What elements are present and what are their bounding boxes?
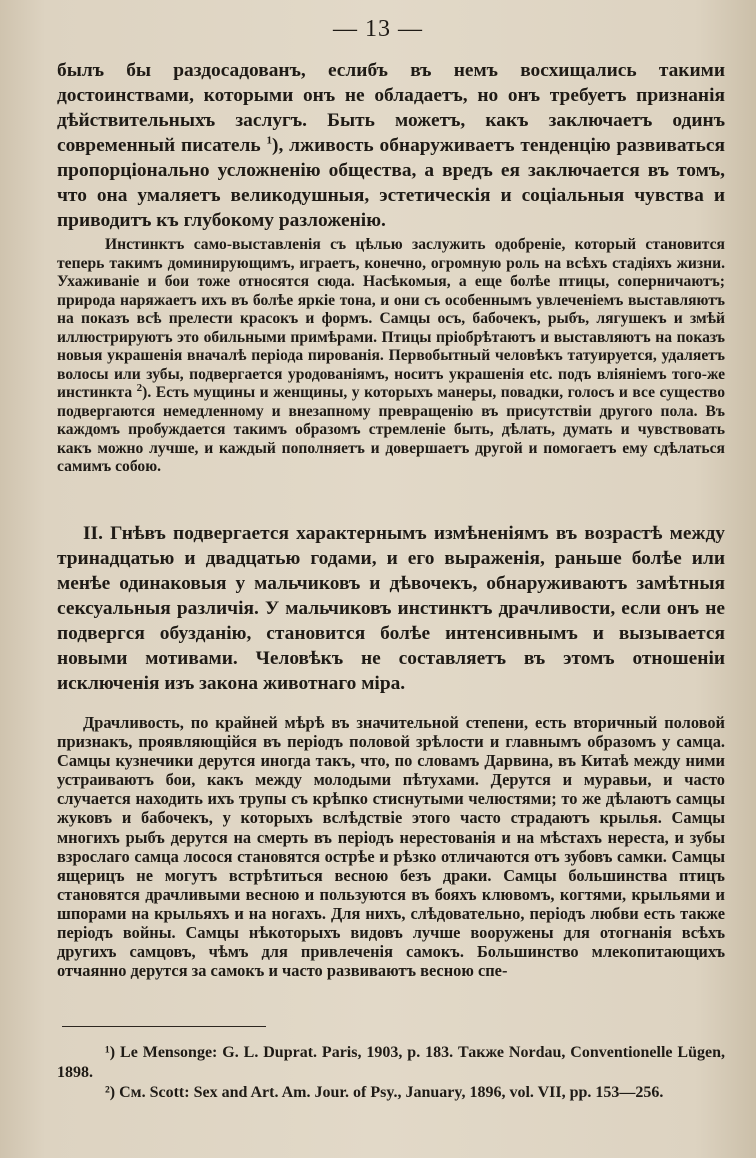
page-number: — 13 — — [333, 16, 423, 42]
paragraph-continuation — [57, 58, 725, 233]
paragraph-small-print — [57, 713, 725, 980]
section-number: II. — [83, 523, 103, 544]
paragraph-text: Инстинктъ само-выставленія съ цѣлью заслужить одобреніе, который становится теперь такимъ доминирующимъ, играетъ, конечно, огромную роль на всѣхъ стадіяхъ жизни. Ухаживаніе и бои тоже относятся сюда. Насѣкомыя, а еще болѣе птицы, соперничаютъ; природа наряжаетъ ихъ въ болѣе яркіе тона, и они съ особеннымъ увлеченіемъ выставляютъ на показъ всѣ прелести красокъ и формъ. Самцы осъ, бабочекъ, рыбъ, лягушекъ и змѣй иллюстрируютъ это обильными примѣрами. Птицы пріобрѣтаютъ и выставляютъ на показъ новыя украшенія вначалѣ періода пированія. Первобытный человѣкъ татуируется, удаляетъ волосы или зубы, подвергается уродованіямъ, носитъ украшенія etc. подъ вліяніемъ того-же инстинкта — [57, 236, 725, 401]
footnote-1: ¹) Le Mensonge: G. L. Duprat. Paris, 1903, p. 183. Также Nordau, Conventionelle Lügen, 1898. — [57, 1044, 725, 1081]
section-paragraph — [57, 521, 725, 696]
footnote-2: ²) См. Scott: Sex and Art. Am. Jour. of Psy., January, 1896, vol. VII, pp. 153—256. — [105, 1084, 664, 1101]
paragraph-text: былъ бы раздосадованъ, еслибъ въ немъ восхищались такими достоинствами, которыми онъ не обладаетъ, но онъ требуетъ признанія дѣйствительныхъ заслугъ. Быть можетъ, какъ заключаетъ одинъ современный писатель — [57, 60, 725, 156]
paragraph-text: Гнѣвъ подвергается характернымъ измѣненіямъ въ возрастѣ между тринадцатью и двадцатью годами, и его выраженія, раньше болѣе или менѣе одинаковыя у мальчиковъ и дѣвочекъ, обнаруживаютъ замѣтныя сексуальныя различія. У мальчиковъ инстинктъ драчливости, если онъ не подвергся обузданію, становится болѣе интенсивнымъ и вызывается новыми мотивами. Человѣкъ не составляетъ въ этомъ отношеніи исключенія изъ закона животнаго міра. — [57, 523, 725, 694]
footnote-divider — [62, 1026, 266, 1027]
footnotes — [57, 1043, 725, 1103]
footnote-ref-1: 1 — [266, 134, 272, 147]
footnote-ref-2: 2 — [136, 381, 143, 394]
paragraph-small-print — [57, 236, 725, 477]
paragraph-text-tail: ), лживость обнаруживаетъ тенденцію развиваться пропорціонально усложненію общества, а вредъ ея заключается въ томъ, что она умаляетъ великодушныя, эстетическія и соціальныя чувства и приводитъ къ глубокому разложенію. — [57, 135, 725, 231]
paragraph-text: Драчливость, по крайней мѣрѣ въ значительной степени, есть вторичный половой признакъ, проявляющійся въ періодъ половой зрѣлости и главнымъ образомъ у самца. Самцы кузнечики дерутся иногда такъ, что, по словамъ Дарвина, въ Китаѣ между ними устраиваютъ бои, какъ между молодыми пѣтухами. Дерутся и муравьи, и часто случается находить ихъ трупы съ крѣпко стиснутыми челюстями; то же дѣлаютъ самцы жуковъ и бабочекъ, у которыхъ вслѣдствіе этого часто страдаютъ крылья. Самцы многихъ рыбъ дерутся на смерть въ періодъ нерестованія и на мѣстахъ нереста, и зубы взрослаго самца лосося становятся острѣе и рѣзко отличаются отъ зубовъ самки. Самцы ящерицъ не могутъ встрѣтиться весною безъ драки. Самцы большинства птицъ становятся драчливыми весною и пользуются въ бояхъ клювомъ, когтями, крыльями и шпорами на крыльяхъ и на ногахъ. Для нихъ, слѣдовательно, періодъ любви есть также періодъ войны. Самцы нѣкоторыхъ видовъ лучше вооружены для отогнанія всѣхъ другихъ самцовъ, чѣмъ для привлеченія самокъ. Большинство млекопитающихъ отчаянно дерутся за самокъ и часто развиваютъ весною спе- — [57, 713, 725, 981]
paragraph-text-tail: ). Есть мущины и женщины, у которыхъ манеры, повадки, голосъ и все существо подвергаются немедленному и внезапному превращенію въ присутствіи другого пола. Въ каждомъ пробуждается такимъ образомъ стремленіе быть, дѣлать, думать и чувствовать какъ можно лучше, и каждый пополняетъ и довершаетъ другой и помогаетъ ему сдѣлаться самимъ собою. — [57, 384, 725, 475]
